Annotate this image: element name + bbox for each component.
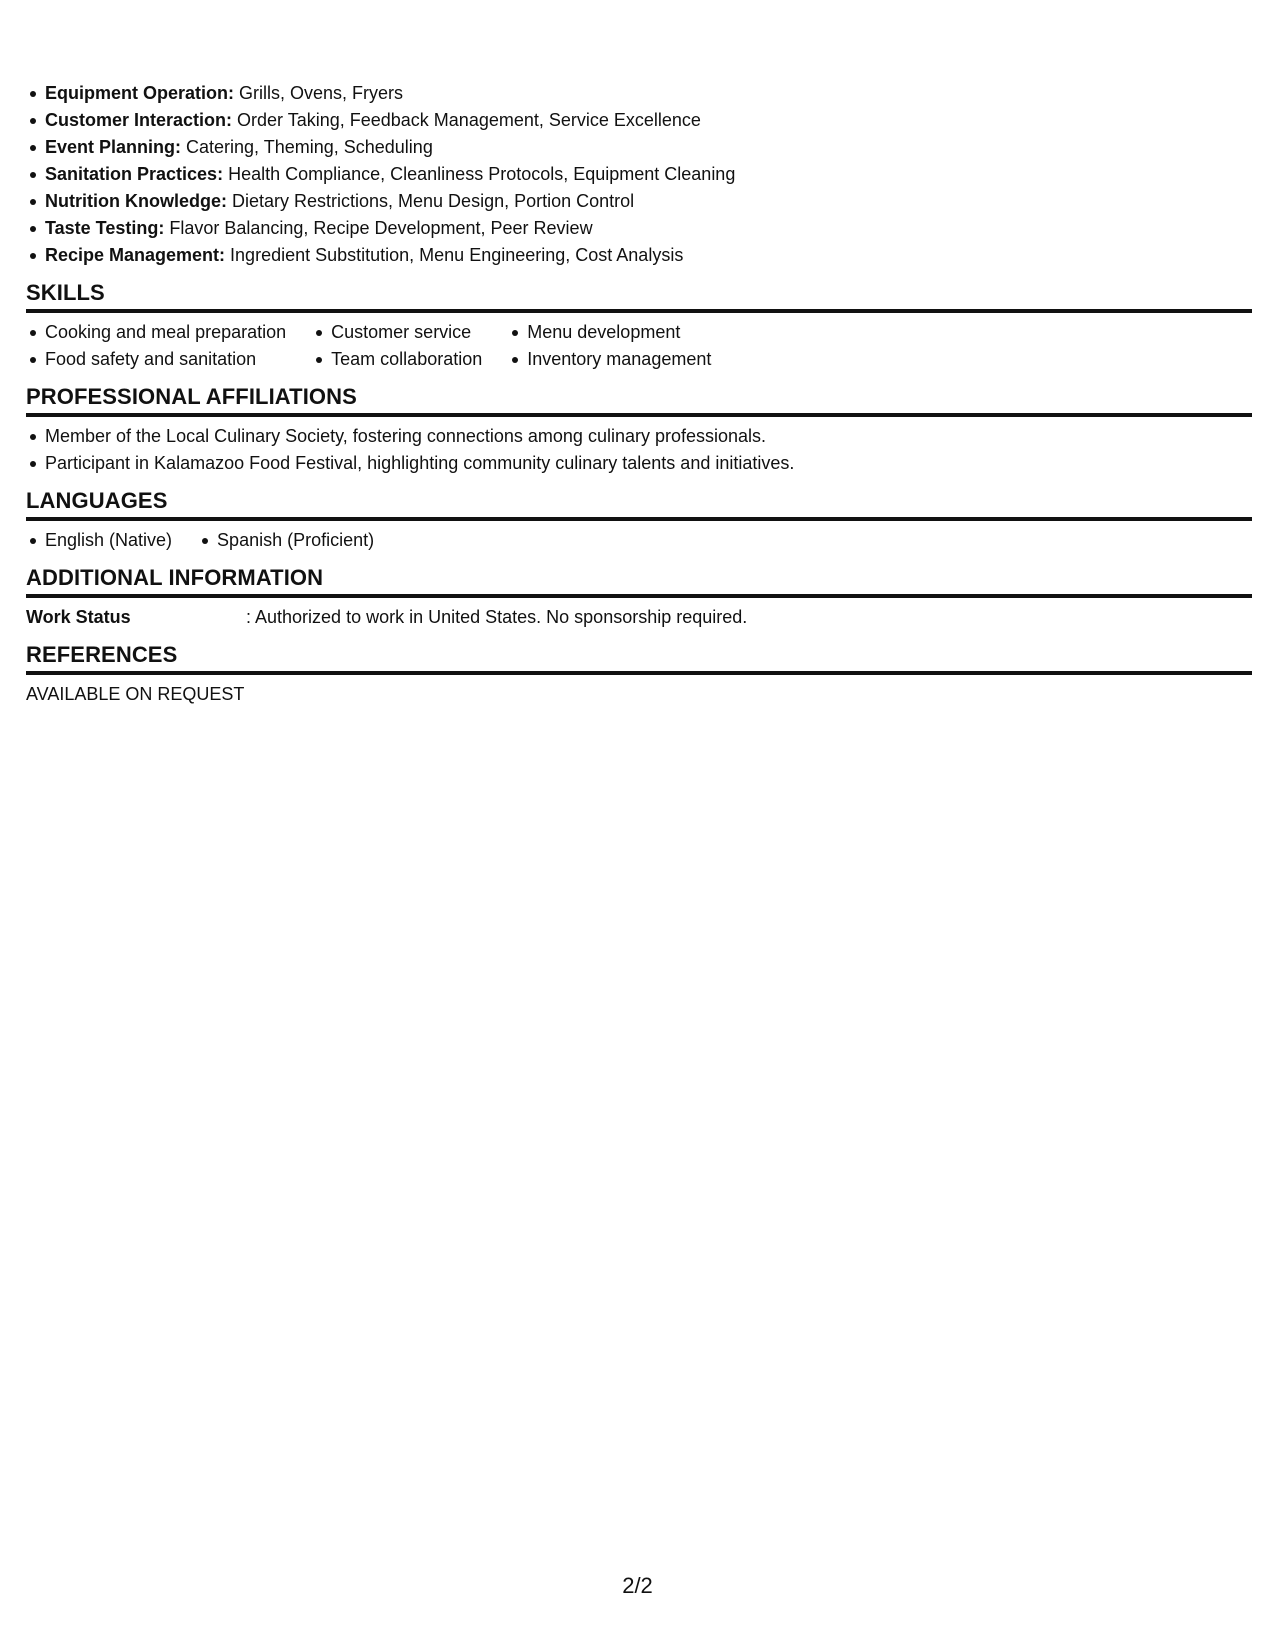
item-text: Grills, Ovens, Fryers bbox=[234, 83, 404, 103]
item-label: Equipment Operation: bbox=[45, 83, 234, 103]
item-label: Sanitation Practices: bbox=[45, 164, 224, 184]
language-list bbox=[26, 527, 172, 554]
section-heading-additional: ADDITIONAL INFORMATION bbox=[26, 564, 1252, 598]
item-text: Dietary Restrictions, Menu Design, Portion Control bbox=[226, 191, 635, 211]
list-item bbox=[45, 80, 1252, 107]
list-item bbox=[45, 242, 1252, 269]
affiliations-list bbox=[26, 423, 1252, 477]
list-item bbox=[45, 161, 1252, 188]
skill-item: Cooking and meal preparation bbox=[45, 319, 286, 346]
skills-grid bbox=[26, 319, 1252, 373]
section-heading-affiliations: PROFESSIONAL AFFILIATIONS bbox=[26, 383, 1252, 417]
language-item: English (Native) bbox=[45, 527, 172, 554]
skills-column bbox=[26, 319, 286, 373]
item-text: Health Compliance, Cleanliness Protocols, Equipment Cleaning bbox=[223, 164, 736, 184]
section-heading-references: REFERENCES bbox=[26, 641, 1252, 675]
work-status-label: Work Status bbox=[26, 607, 131, 627]
references-section bbox=[26, 641, 1252, 708]
item-text: Ingredient Substitution, Menu Engineering, Cost Analysis bbox=[225, 245, 684, 265]
language-list bbox=[198, 527, 374, 554]
skills-column bbox=[508, 319, 711, 373]
list-item bbox=[45, 215, 1252, 242]
resume-content bbox=[26, 80, 1252, 708]
section-heading-languages: LANGUAGES bbox=[26, 487, 1252, 521]
list-item bbox=[45, 107, 1252, 134]
languages-section bbox=[26, 487, 1252, 554]
competencies-list bbox=[26, 80, 1252, 269]
item-label: Recipe Management: bbox=[45, 245, 226, 265]
affiliation-item: Participant in Kalamazoo Food Festival, highlighting community culinary talents and initiatives. bbox=[45, 450, 1252, 477]
item-text: Catering, Theming, Scheduling bbox=[181, 137, 433, 157]
skill-item: Menu development bbox=[527, 319, 711, 346]
list-item bbox=[45, 134, 1252, 161]
affiliation-item: Member of the Local Culinary Society, fostering connections among culinary professionals. bbox=[45, 423, 1252, 450]
work-status-row bbox=[26, 604, 1252, 631]
section-heading-skills: SKILLS bbox=[26, 279, 1252, 313]
item-text: Flavor Balancing, Recipe Development, Peer Review bbox=[164, 218, 593, 238]
item-label: Nutrition Knowledge: bbox=[45, 191, 227, 211]
language-item: Spanish (Proficient) bbox=[217, 527, 374, 554]
item-label: Event Planning: bbox=[45, 137, 182, 157]
skills-column bbox=[312, 319, 482, 373]
list-item bbox=[45, 188, 1252, 215]
references-text: AVAILABLE ON REQUEST bbox=[26, 684, 245, 704]
page-number: 2/2 bbox=[622, 1573, 653, 1598]
additional-info-section bbox=[26, 564, 1252, 631]
skill-item: Food safety and sanitation bbox=[45, 346, 286, 373]
item-text: Order Taking, Feedback Management, Service Excellence bbox=[232, 110, 701, 130]
work-status-value: : Authorized to work in United States. No sponsorship required. bbox=[246, 607, 748, 627]
skills-section bbox=[26, 279, 1252, 373]
affiliations-section bbox=[26, 383, 1252, 477]
skill-item: Inventory management bbox=[527, 346, 711, 373]
languages-row bbox=[26, 527, 1252, 554]
item-label: Customer Interaction: bbox=[45, 110, 233, 130]
skill-item: Team collaboration bbox=[331, 346, 482, 373]
item-label: Taste Testing: bbox=[45, 218, 165, 238]
skill-item: Customer service bbox=[331, 319, 482, 346]
